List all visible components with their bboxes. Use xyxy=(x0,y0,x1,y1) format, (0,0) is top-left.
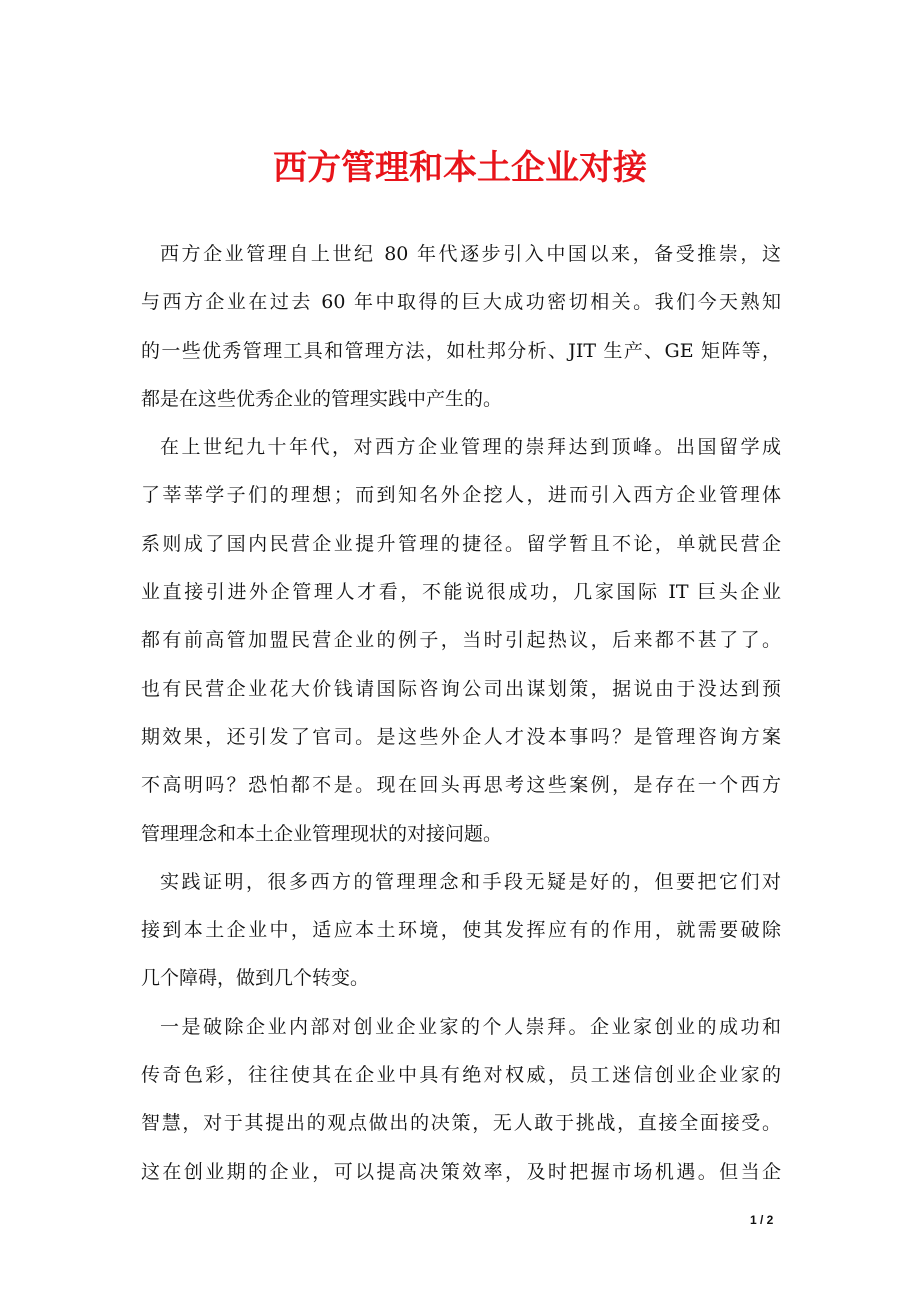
page-number: 1 / 2 xyxy=(750,1213,774,1227)
paragraph-1-line-1: 西方企业管理自上世纪 80 年代逐步引入中国以来，备受推崇，这 xyxy=(160,243,781,265)
paragraph-4-line-3: 智慧，对于其提出的观点做出的决策，无人敢于挑战，直接全面接受。 xyxy=(141,1112,781,1135)
paragraph-2-line-6: 也有民营企业花大价钱请国际咨询公司出谋划策，据说由于没达到预 xyxy=(141,677,781,700)
paragraph-4-line-4: 这在创业期的企业，可以提高决策效率，及时把握市场机遇。但当企 xyxy=(141,1160,781,1183)
paragraph-3-line-3: 几个障碍，做到几个转变。 xyxy=(141,967,370,990)
paragraph-2-line-5: 都有前高管加盟民营企业的例子，当时引起热议，后来都不甚了了。 xyxy=(141,629,781,652)
paragraph-4-line-1: 一是破除企业内部对创业企业家的个人崇拜。企业家创业的成功和 xyxy=(160,1015,781,1038)
paragraph-2-line-4: 业直接引进外企管理人才看，不能说很成功，几家国际 IT 巨头企业 xyxy=(141,581,781,604)
paragraph-2-line-8: 不高明吗？恐怕都不是。现在回头再思考这些案例，是存在一个西方 xyxy=(141,774,781,797)
document-body xyxy=(141,230,781,1196)
paragraph-3-line-1: 实践证明，很多西方的管理理念和手段无疑是好的，但要把它们对 xyxy=(160,870,781,893)
page-title: 西方管理和本土企业对接 xyxy=(273,148,647,188)
paragraph-4-line-2: 传奇色彩，往往使其在企业中具有绝对权威，员工迷信创业企业家的 xyxy=(141,1064,781,1087)
paragraph-2-line-3: 系则成了国内民营企业提升管理的捷径。留学暂且不论，单就民营企 xyxy=(141,532,781,555)
paragraph-2-line-7: 期效果，还引发了官司。是这些外企人才没本事吗？是管理咨询方案 xyxy=(141,725,781,748)
paragraph-1-line-3: 的一些优秀管理工具和管理方法，如杜邦分析、JIT 生产、GE 矩阵等， xyxy=(141,339,781,362)
paragraph-2-line-9: 管理理念和本土企业管理现状的对接问题。 xyxy=(141,822,503,845)
paragraph-2-line-2: 了莘莘学子们的理想；而到知名外企挖人，进而引入西方企业管理体 xyxy=(141,484,781,507)
paragraph-1-line-2: 与西方企业在过去 60 年中取得的巨大成功密切相关。我们今天熟知 xyxy=(141,291,781,314)
paragraph-1-line-4: 都是在这些优秀企业的管理实践中产生的。 xyxy=(141,387,503,410)
paragraph-3-line-2: 接到本土企业中，适应本土环境，使其发挥应有的作用，就需要破除 xyxy=(141,919,781,942)
paragraph-2-line-1: 在上世纪九十年代，对西方企业管理的崇拜达到顶峰。出国留学成 xyxy=(160,436,781,459)
